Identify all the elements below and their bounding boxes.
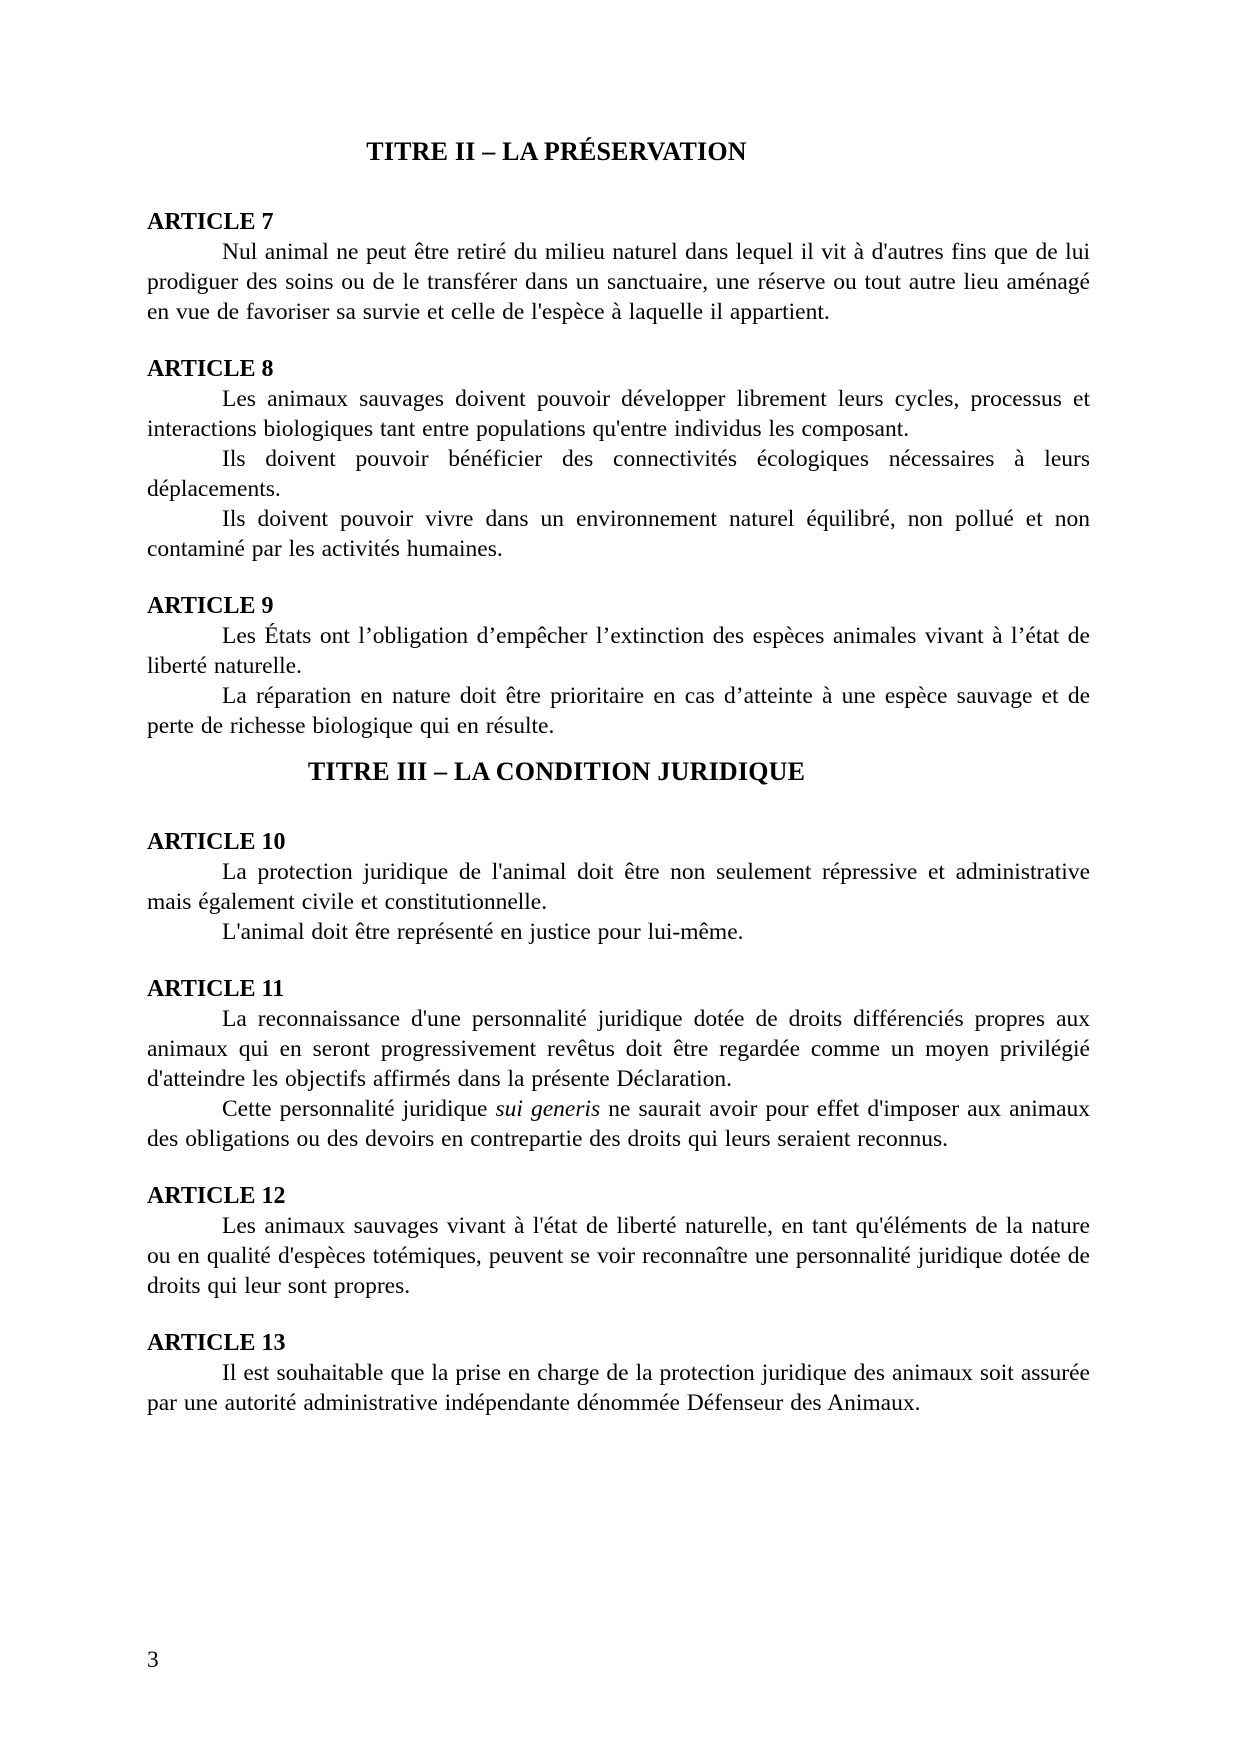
article (147, 591, 1090, 741)
article (147, 1328, 1090, 1418)
section-title: TITRE II – LA PRÉSERVATION (366, 137, 747, 166)
article-heading: ARTICLE 7 (147, 209, 274, 235)
article-heading: ARTICLE 8 (147, 356, 274, 382)
article (147, 354, 1090, 564)
text-run: La protection juridique de l'animal doit être non seulement répressive et administrative mais également civile et constitutionnelle. (147, 859, 1090, 915)
section (147, 135, 1090, 741)
text-run: Les États ont l’obligation d’empêcher l’extinction des espèces animales vivant à l’état de liberté naturelle. (147, 623, 1090, 679)
article (147, 974, 1090, 1154)
text-run: La reconnaissance d'une personnalité juridique dotée de droits différenciés propres aux animaux qui en seront progressivement revêtus doit être regardée comme un moyen privilégié d'atteindre les objectifs affirmés dans la présente Déclaration. (147, 1006, 1090, 1092)
article-heading: ARTICLE 12 (147, 1183, 286, 1209)
page-number: 3 (147, 1647, 159, 1673)
article (147, 207, 1090, 327)
article-paragraph (147, 681, 1090, 741)
article-paragraph (147, 857, 1090, 917)
article (147, 827, 1090, 947)
text-run: Ils doivent pouvoir vivre dans un environnement naturel équilibré, non pollué et non contaminé par les activités humaines. (147, 506, 1090, 562)
page-content (147, 135, 1090, 1418)
article-paragraph (147, 444, 1090, 504)
section-title: TITRE III – LA CONDITION JURIDIQUE (307, 757, 806, 786)
text-run: Cette personnalité juridique (222, 1096, 496, 1122)
article-paragraph (147, 1211, 1090, 1301)
text-run: Il est souhaitable que la prise en charge de la protection juridique des animaux soit assurée par une autorité administrative indépendante dénommée Défenseur des Animaux. (147, 1360, 1090, 1416)
article-paragraph (147, 917, 1090, 947)
article-paragraph (147, 237, 1090, 327)
article-heading: ARTICLE 10 (147, 829, 286, 855)
article-paragraph (147, 1004, 1090, 1094)
article-paragraph (147, 1094, 1090, 1154)
article (147, 1181, 1090, 1301)
article-heading: ARTICLE 9 (147, 593, 274, 619)
article-paragraph (147, 504, 1090, 564)
article-heading: ARTICLE 13 (147, 1330, 286, 1356)
article-paragraph (147, 621, 1090, 681)
text-run: ne saurait avoir pour effet d'imposer aux animaux des obligations ou des devoirs en contrepartie des droits qui leurs seraient reconnus. (147, 1096, 1090, 1152)
text-run: Ils doivent pouvoir bénéficier des connectivités écologiques nécessaires à leurs déplacements. (147, 446, 1090, 502)
article-paragraph (147, 1358, 1090, 1418)
section (147, 755, 1090, 1418)
text-run: Les animaux sauvages doivent pouvoir développer librement leurs cycles, processus et interactions biologiques tant entre populations qu'entre individus les composant. (147, 386, 1090, 442)
text-run: La réparation en nature doit être prioritaire en cas d’atteinte à une espèce sauvage et de perte de richesse biologique qui en résulte. (147, 683, 1090, 739)
text-run: Nul animal ne peut être retiré du milieu naturel dans lequel il vit à d'autres fins que de lui prodiguer des soins ou de le transférer dans un sanctuaire, une réserve ou tout autre lieu aménagé en vue de favoriser sa survie et celle de l'espèce à laquelle il appartient. (147, 239, 1090, 325)
article-paragraph (147, 384, 1090, 444)
italic-text-run: sui generis (495, 1096, 601, 1122)
text-run: Les animaux sauvages vivant à l'état de liberté naturelle, en tant qu'éléments de la nature ou en qualité d'espèces totémiques, peuvent se voir reconnaître une personnalité juridique dotée de droits qui leur sont propres. (147, 1213, 1090, 1299)
text-run: L'animal doit être représenté en justice pour lui-même. (222, 919, 744, 945)
article-heading: ARTICLE 11 (147, 976, 285, 1002)
